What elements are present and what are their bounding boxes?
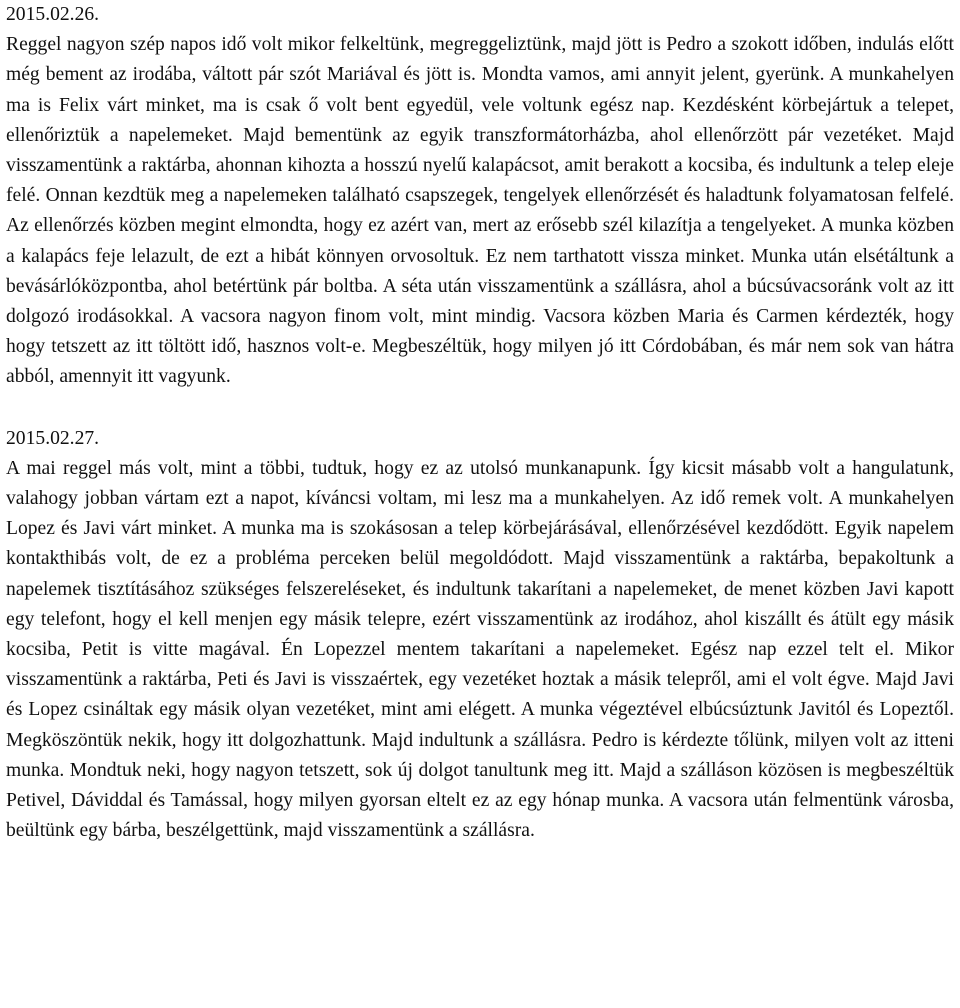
entry-date: 2015.02.27. bbox=[6, 427, 100, 449]
entry-text: A mai reggel más volt, mint a többi, tudtuk, hogy ez az utolsó munkanapunk. Így kicsit másabb volt a hangulatunk, valahogy jobban vártam ezt a napot, kíváncsi voltam, mi lesz ma a munkahelyen. Az idő remek volt. A munkahelyen Lopez és Javi várt minket. A munka ma is szokásosan a telep körbejárásával, ellenőrzésével kezdődött. Egyik napelem kontakthibás volt, de ez a probléma perceken belül megoldódott. Majd visszamentünk a raktárba, bepakoltunk a napelemek tisztításához szükséges felszereléseket, és indultunk takarítani a napelemeket, de menet közben Javi kapott egy telefont, hogy el kell menjen egy másik telepre, ezért visszamentünk az irodához, ahol kiszállt és átült egy másik kocsiba, Petit is vitte magával. Én Lopezzel mentem takarítani a napelemeket. Egész nap ezzel telt el. Mikor visszamentünk a raktárba, Peti és Javi is visszaértek, egy vezetéket hoztak a másik telepről, ami el volt égve. Majd Javi és Lopez csináltak egy másik olyan vezetéket, mint ami elégett. A munka végeztével elbúcsúztunk Javitól és Lopeztől. Megköszöntük nekik, hogy itt dolgozhattunk. Majd indultunk a szállásra. Pedro is kérdezte tőlünk, milyen volt az itteni munka. Mondtuk neki, hogy nagyon tetszett, sok új dolgot tanultunk meg itt. Majd a szálláson közösen is megbeszéltük Petivel, Dáviddal és Tamással, hogy milyen gyorsan eltelt ez az egy hónap munka. A vacsora után felmentünk városba, beültünk egy bárba, beszélgettünk, majd visszamentünk a szállásra. bbox=[6, 457, 954, 842]
document-page bbox=[6, 0, 954, 846]
entry-date: 2015.02.26. bbox=[6, 4, 100, 25]
diary-entry-2015-02-26 bbox=[6, 0, 954, 393]
entry-text: Reggel nagyon szép napos idő volt mikor felkeltünk, megreggeliztünk, majd jött is Pedro a szokott időben, indulás előtt még bement az irodába, váltott pár szót Mariával és jött is. Mondta vamos, ami annyit jelent, gyerünk. A munkahelyen ma is Felix várt minket, ma is csak ő volt bent egyedül, vele voltunk egész nap. Kezdésként körbejártuk a telepet, ellenőriztük a napelemeket. Majd bementünk az egyik transzformátorházba, ahol ellenőrzött pár vezetéket. Majd visszamentünk a raktárba, ahonnan kihozta a hosszú nyelű kalapácsot, amit berakott a kocsiba, és indultunk a telep eleje felé. Onnan kezdtük meg a napelemeken található csapszegek, tengelyek ellenőrzését és haladtunk folyamatosan felfelé. Az ellenőrzés közben megint elmondta, hogy ez azért van, mert az erősebb szél kilazítja a tengelyeket. A munka közben a kalapács feje lelazult, de ezt a hibát könnyen orvosoltuk. Ez nem tarthatott vissza minket. Munka után elsétáltunk a bevásárlóközpontba, ahol betértünk pár boltba. A séta után visszamentünk a szállásra, ahol a búcsúvacsoránk volt az itt dolgozó irodásokkal. A vacsora nagyon finom volt, mint mindig. Vacsora közben Maria és Carmen kérdezték, hogy hogy tetszett az itt töltött idő, hasznos volt-e. Megbeszéltük, hogy milyen jó itt Córdobában, és már nem sok van hátra abból, amennyit itt vagyunk. bbox=[6, 34, 954, 388]
diary-entry-2015-02-27 bbox=[6, 424, 954, 847]
